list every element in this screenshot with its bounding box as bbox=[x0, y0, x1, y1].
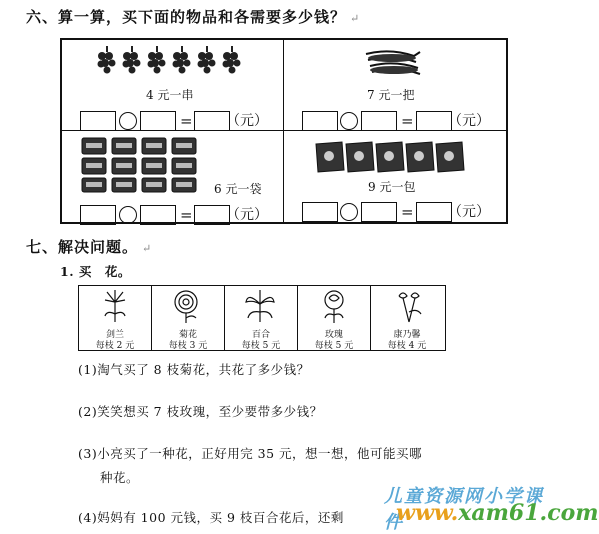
snack-price: 6 元一袋 bbox=[214, 182, 262, 196]
carnation-icon bbox=[389, 288, 429, 324]
watermark-site-name: 儿童资源网小学课件 bbox=[384, 486, 544, 533]
unit-label: （元） bbox=[448, 113, 490, 129]
answer-box[interactable] bbox=[80, 205, 116, 225]
watermark-url: www.xam61.com bbox=[396, 500, 599, 526]
candy-price: 9 元一包 bbox=[368, 180, 416, 194]
answer-box[interactable] bbox=[361, 111, 397, 131]
answer-box[interactable] bbox=[302, 111, 338, 131]
question-2: (2)笑笑想买 7 枝玫瑰，至少要带多少钱？ bbox=[78, 404, 323, 419]
rose-icon bbox=[314, 288, 354, 324]
problem-1-title: 1. 买 花。 bbox=[60, 264, 131, 279]
equals-sign: = bbox=[180, 112, 193, 130]
unit-label: （元） bbox=[448, 204, 490, 220]
banana-price: 7 元一把 bbox=[367, 88, 415, 102]
section-7-title: 七、解决问题。 ↵ bbox=[26, 238, 153, 256]
candy-pack-icon bbox=[314, 140, 474, 174]
unit-label: （元） bbox=[226, 113, 268, 129]
grape-price: 4 元一串 bbox=[146, 88, 194, 102]
question-1: (1)淘气买了 8 枝菊花，共花了多少钱？ bbox=[78, 362, 310, 377]
answer-box[interactable] bbox=[416, 202, 452, 222]
flower-price: 每枝 3 元 bbox=[168, 341, 208, 351]
lily-icon bbox=[240, 288, 280, 324]
answer-box[interactable] bbox=[140, 111, 176, 131]
flower-price: 每枝 4 元 bbox=[387, 341, 427, 351]
flower-name: 百合 bbox=[251, 330, 270, 340]
answer-box[interactable] bbox=[416, 111, 452, 131]
equals-sign: = bbox=[180, 206, 193, 224]
flower-name: 康乃馨 bbox=[393, 330, 421, 340]
gladiolus-icon bbox=[95, 288, 135, 324]
answer-box[interactable] bbox=[140, 205, 176, 225]
flower-price: 每枝 2 元 bbox=[95, 341, 135, 351]
flower-name: 玫瑰 bbox=[324, 330, 343, 340]
grid-divider-vertical bbox=[283, 38, 284, 224]
equals-sign: = bbox=[401, 112, 414, 130]
operator-circle[interactable] bbox=[119, 112, 137, 130]
operator-circle[interactable] bbox=[340, 112, 358, 130]
banana-bunch-icon bbox=[360, 44, 440, 80]
answer-box[interactable] bbox=[361, 202, 397, 222]
operator-circle[interactable] bbox=[340, 203, 358, 221]
question-3: (3)小亮买了一种花，正好用完 35 元，想一想，他可能买哪 bbox=[78, 446, 423, 461]
unit-label: （元） bbox=[226, 207, 268, 223]
answer-box[interactable] bbox=[194, 205, 230, 225]
flower-price: 每枝 5 元 bbox=[314, 341, 354, 351]
answer-box[interactable] bbox=[194, 111, 230, 131]
section-6-title: 六、算一算，买下面的物品和各需要多少钱？ ↵ bbox=[26, 8, 361, 26]
question-4: (4)妈妈有 100 元钱，买 9 枝百合花后，还剩 bbox=[78, 510, 344, 525]
question-3-continued: 种花。 bbox=[100, 470, 140, 485]
flower-price: 每枝 5 元 bbox=[241, 341, 281, 351]
chrysanthemum-icon bbox=[166, 288, 206, 324]
equals-sign: = bbox=[401, 203, 414, 221]
snack-bag-icon bbox=[80, 136, 200, 194]
operator-circle[interactable] bbox=[119, 206, 137, 224]
grape-bunch-icon bbox=[92, 44, 252, 80]
flower-name: 菊花 bbox=[178, 330, 197, 340]
answer-box[interactable] bbox=[302, 202, 338, 222]
answer-box[interactable] bbox=[80, 111, 116, 131]
flower-name: 剑兰 bbox=[105, 330, 124, 340]
